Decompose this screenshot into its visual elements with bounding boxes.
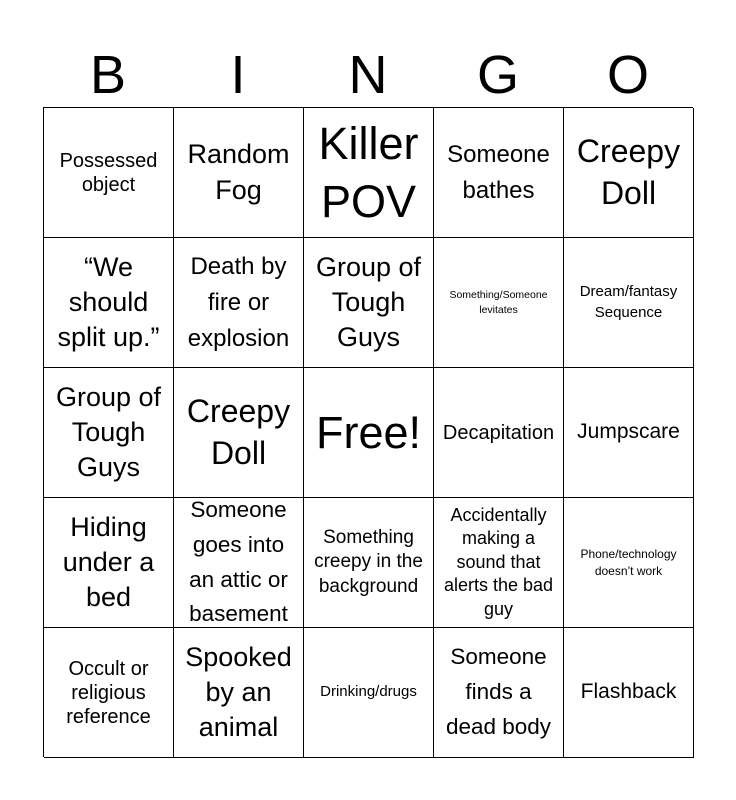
bingo-cell[interactable] xyxy=(174,498,304,628)
bingo-cell[interactable] xyxy=(174,368,304,498)
bingo-cell[interactable] xyxy=(44,238,174,368)
bingo-cell[interactable] xyxy=(44,108,174,238)
cell-text: Jumpscare xyxy=(577,420,680,444)
cell-text: Dream/fantasy Sequence xyxy=(579,282,678,321)
cell-text: “We should split up.” xyxy=(57,251,160,353)
bingo-cell[interactable] xyxy=(174,238,304,368)
bingo-cell[interactable] xyxy=(564,108,694,238)
bingo-cell[interactable] xyxy=(564,498,694,628)
header-letter-o: O xyxy=(606,45,649,105)
cell-text: Something creepy in the background xyxy=(314,527,423,597)
bingo-cell[interactable] xyxy=(434,498,564,628)
bingo-cell[interactable] xyxy=(174,628,304,758)
bingo-cell[interactable] xyxy=(304,628,434,758)
bingo-cell[interactable] xyxy=(564,368,694,498)
bingo-cell[interactable] xyxy=(304,238,434,368)
bingo-cell[interactable] xyxy=(304,368,434,498)
cell-text: Killer POV xyxy=(318,117,419,227)
bingo-cell[interactable] xyxy=(174,108,304,238)
bingo-cell[interactable] xyxy=(564,628,694,758)
cell-text: Someone bathes xyxy=(447,140,550,204)
bingo-cell[interactable] xyxy=(434,628,564,758)
cell-text: Death by fire or explosion xyxy=(187,252,290,352)
bingo-header xyxy=(43,44,693,106)
cell-text: Phone/technology doesn’t work xyxy=(580,547,677,578)
cell-text: Someone finds a dead body xyxy=(445,644,552,739)
cell-text: Occult or religious reference xyxy=(66,657,151,728)
header-letter-i: I xyxy=(230,45,246,105)
cell-text: Group of Tough Guys xyxy=(315,251,422,353)
header-letter-b: B xyxy=(89,45,127,105)
cell-text: Drinking/drugs xyxy=(320,683,417,701)
bingo-cell[interactable] xyxy=(434,108,564,238)
cell-text: Spooked by an animal xyxy=(185,641,292,743)
bingo-cell[interactable] xyxy=(44,498,174,628)
cell-text: Flashback xyxy=(580,680,677,704)
cell-text: Hiding under a bed xyxy=(62,511,155,613)
cell-text: Creepy Doll xyxy=(576,132,681,211)
bingo-cell[interactable] xyxy=(434,238,564,368)
cell-text: Creepy Doll xyxy=(186,392,291,471)
cell-text: Someone goes into an attic or basement xyxy=(189,498,288,627)
cell-text: Possessed object xyxy=(59,149,158,196)
cell-text: Something/Someone levitates xyxy=(449,289,548,316)
bingo-cell[interactable] xyxy=(434,368,564,498)
cell-text: Group of Tough Guys xyxy=(55,381,162,483)
header-letter-g: G xyxy=(476,45,519,105)
bingo-cell[interactable] xyxy=(304,498,434,628)
bingo-cell[interactable] xyxy=(304,108,434,238)
cell-text: Free! xyxy=(315,406,422,458)
bingo-cell[interactable] xyxy=(44,628,174,758)
bingo-cell[interactable] xyxy=(44,368,174,498)
cell-text: Random Fog xyxy=(187,139,290,205)
bingo-cell[interactable] xyxy=(564,238,694,368)
header-letter-n: N xyxy=(348,45,388,105)
cell-text: Decapitation xyxy=(442,421,555,444)
bingo-card-grid xyxy=(43,107,693,757)
cell-text: Accidentally making a sound that alerts the bad guy xyxy=(443,505,554,619)
